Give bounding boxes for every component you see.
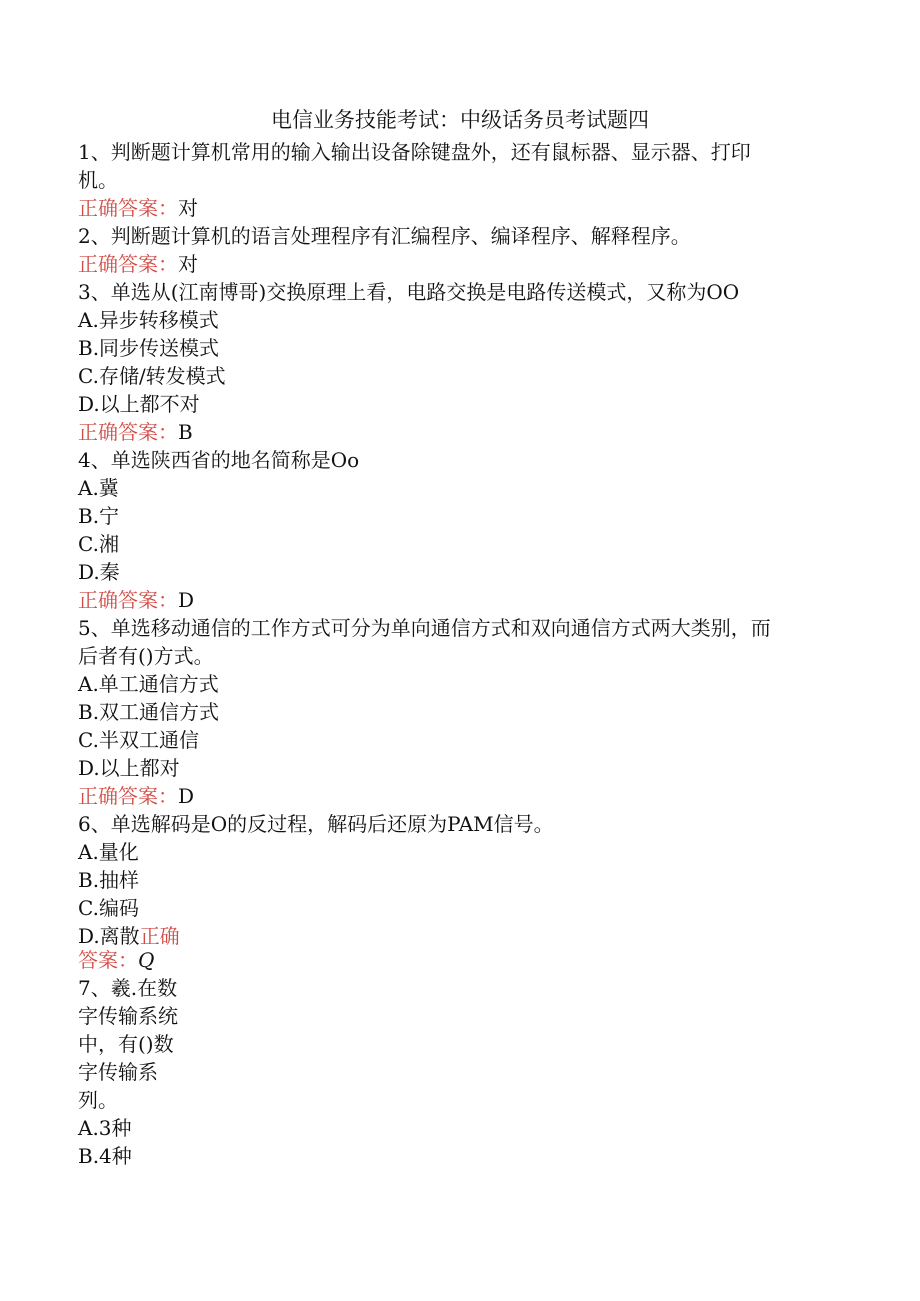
question-1-line-1: 1、判断题计算机常用的输入输出设备除键盘外，还有鼠标器、显示器、打印: [78, 140, 751, 164]
answer-label: 正确答案：: [78, 588, 178, 612]
question-3-option-a: A.异步转移模式: [78, 308, 219, 332]
answer-value: Q: [138, 948, 155, 972]
answer-value: D: [178, 784, 195, 808]
question-4-option-b: B.宁: [78, 504, 120, 528]
question-5-option-c: C.半双工通信: [78, 728, 199, 752]
question-4: 4、单选陕西省的地名简称是Oo: [78, 448, 360, 472]
question-6-option-b: B.抽样: [78, 868, 140, 892]
answer-label: 正确答案：: [78, 784, 178, 808]
question-6-option-a: A.量化: [78, 840, 139, 864]
question-5-option-a: A.单工通信方式: [78, 672, 219, 696]
question-3: 3、单选从(江南博哥)交换原理上看，电路交换是电路传送模式，又称为OO: [78, 280, 740, 304]
answer-value: 对: [178, 196, 198, 220]
question-3-answer: [78, 418, 193, 446]
question-7-option-b: B.4种: [78, 1144, 132, 1168]
question-7-option-a: A.3种: [78, 1116, 132, 1140]
document-title: 电信业务技能考试：中级话务员考试题四: [271, 108, 649, 132]
question-7-line-5: 列。: [78, 1088, 118, 1112]
question-7-line-1: 7、羲.在数: [78, 976, 178, 1000]
question-5-answer: [78, 782, 194, 810]
question-2-answer: [78, 250, 198, 278]
question-7-line-4: 字传输系: [78, 1060, 158, 1084]
question-2: 2、判断题计算机的语言处理程序有汇编程序、编译程序、解释程序。: [78, 224, 691, 248]
option-d-text: D.离散: [78, 924, 140, 948]
question-1-answer: [78, 194, 198, 222]
question-5-option-b: B.双工通信方式: [78, 700, 220, 724]
answer-value: B: [178, 420, 193, 444]
question-1-line-2: 机。: [78, 168, 118, 192]
answer-label: 正确答案：: [78, 420, 178, 444]
question-5-line-1: 5、单选移动通信的工作方式可分为单向通信方式和双向通信方式两大类别，而: [78, 616, 771, 640]
question-6: 6、单选解码是O的反过程，解码后还原为PAM信号。: [78, 812, 554, 836]
question-4-answer: [78, 586, 194, 614]
question-3-option-d: D.以上都不对: [78, 392, 200, 416]
question-4-option-a: A.冀: [78, 476, 119, 500]
answer-label: 正确答案：: [78, 252, 178, 276]
question-7-line-2: 字传输系统: [78, 1004, 178, 1028]
question-7-line-3: 中，有()数: [78, 1032, 174, 1056]
question-4-option-c: C.湘: [78, 532, 119, 556]
question-5-option-d: D.以上都对: [78, 756, 180, 780]
question-4-option-d: D.秦: [78, 560, 120, 584]
question-3-option-b: B.同步传送模式: [78, 336, 220, 360]
answer-label: 正确答案：: [78, 196, 178, 220]
answer-label-part-1: 正确: [139, 924, 180, 948]
answer-value: 对: [178, 252, 198, 276]
question-3-option-c: C.存储/转发模式: [78, 364, 226, 388]
answer-label-part-2: 答案：: [78, 948, 138, 972]
question-6-answer: [78, 946, 154, 974]
question-5-line-2: 后者有()方式。: [78, 644, 214, 668]
answer-value: D: [178, 588, 195, 612]
question-6-option-c: C.编码: [78, 896, 139, 920]
